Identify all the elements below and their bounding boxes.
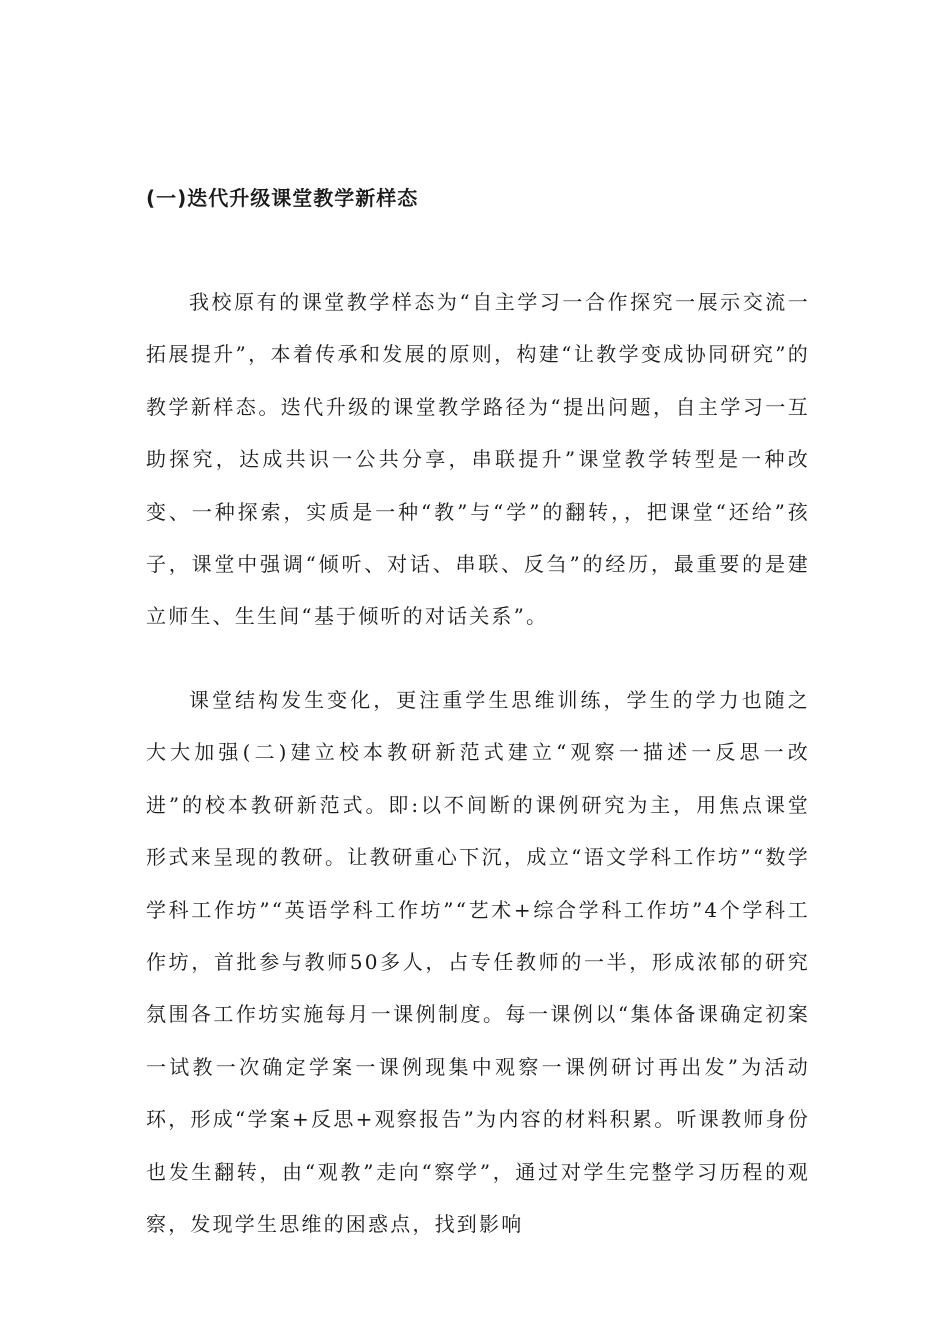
paragraph-teaching-research: 课堂结构发生变化，更注重学生思维训练，学生的学力也随之大大加强(二)建立校本教研新范式建立“观察一描述一反思一改进”的校本教研新范式。即:以不间断的课例研究为主，用焦点课堂形式来呈现的教研。让教研重心下沉，成立“语文学科工作坊”“数学学科工作坊”“英语学科工作坊”“艺术+综合学科工作坊”4个学科工作坊，首批参与教师50多人，占专任教师的一半，形成浓郁的研究氛围各工作坊实施每月一课例制度。每一课例以“集体备课确定初案一试教一次确定学案一课例现集中观察一课例研讨再出发”为活动环，形成“学案+反思+观察报告”为内容的材料积累。听课教师身份也发生翻转，由“观教”走向“察学”，通过对学生完整学习历程的观察，发现学生思维的困惑点，找到影响 — [146, 688, 810, 1237]
paragraph-classroom-teaching: 我校原有的课堂教学样态为“自主学习一合作探究一展示交流一拓展提升”，本着传承和发展的原则，构建“让教学变成协同研究”的教学新样态。迭代升级的课堂教学路径为“提出问题，自主学习一互助探究，达成共识一公共分享，串联提升”课堂教学转型是一种改变、一种探索，实质是一种“教”与“学”的翻转，，把课堂“还给”孩子，课堂中强调“倾听、对话、串联、反刍”的经历，最重要的是建立师生、生生间“基于倾听的对话关系”。 — [146, 290, 810, 629]
section-heading: (一)迭代升级课堂教学新样态 — [146, 186, 419, 210]
